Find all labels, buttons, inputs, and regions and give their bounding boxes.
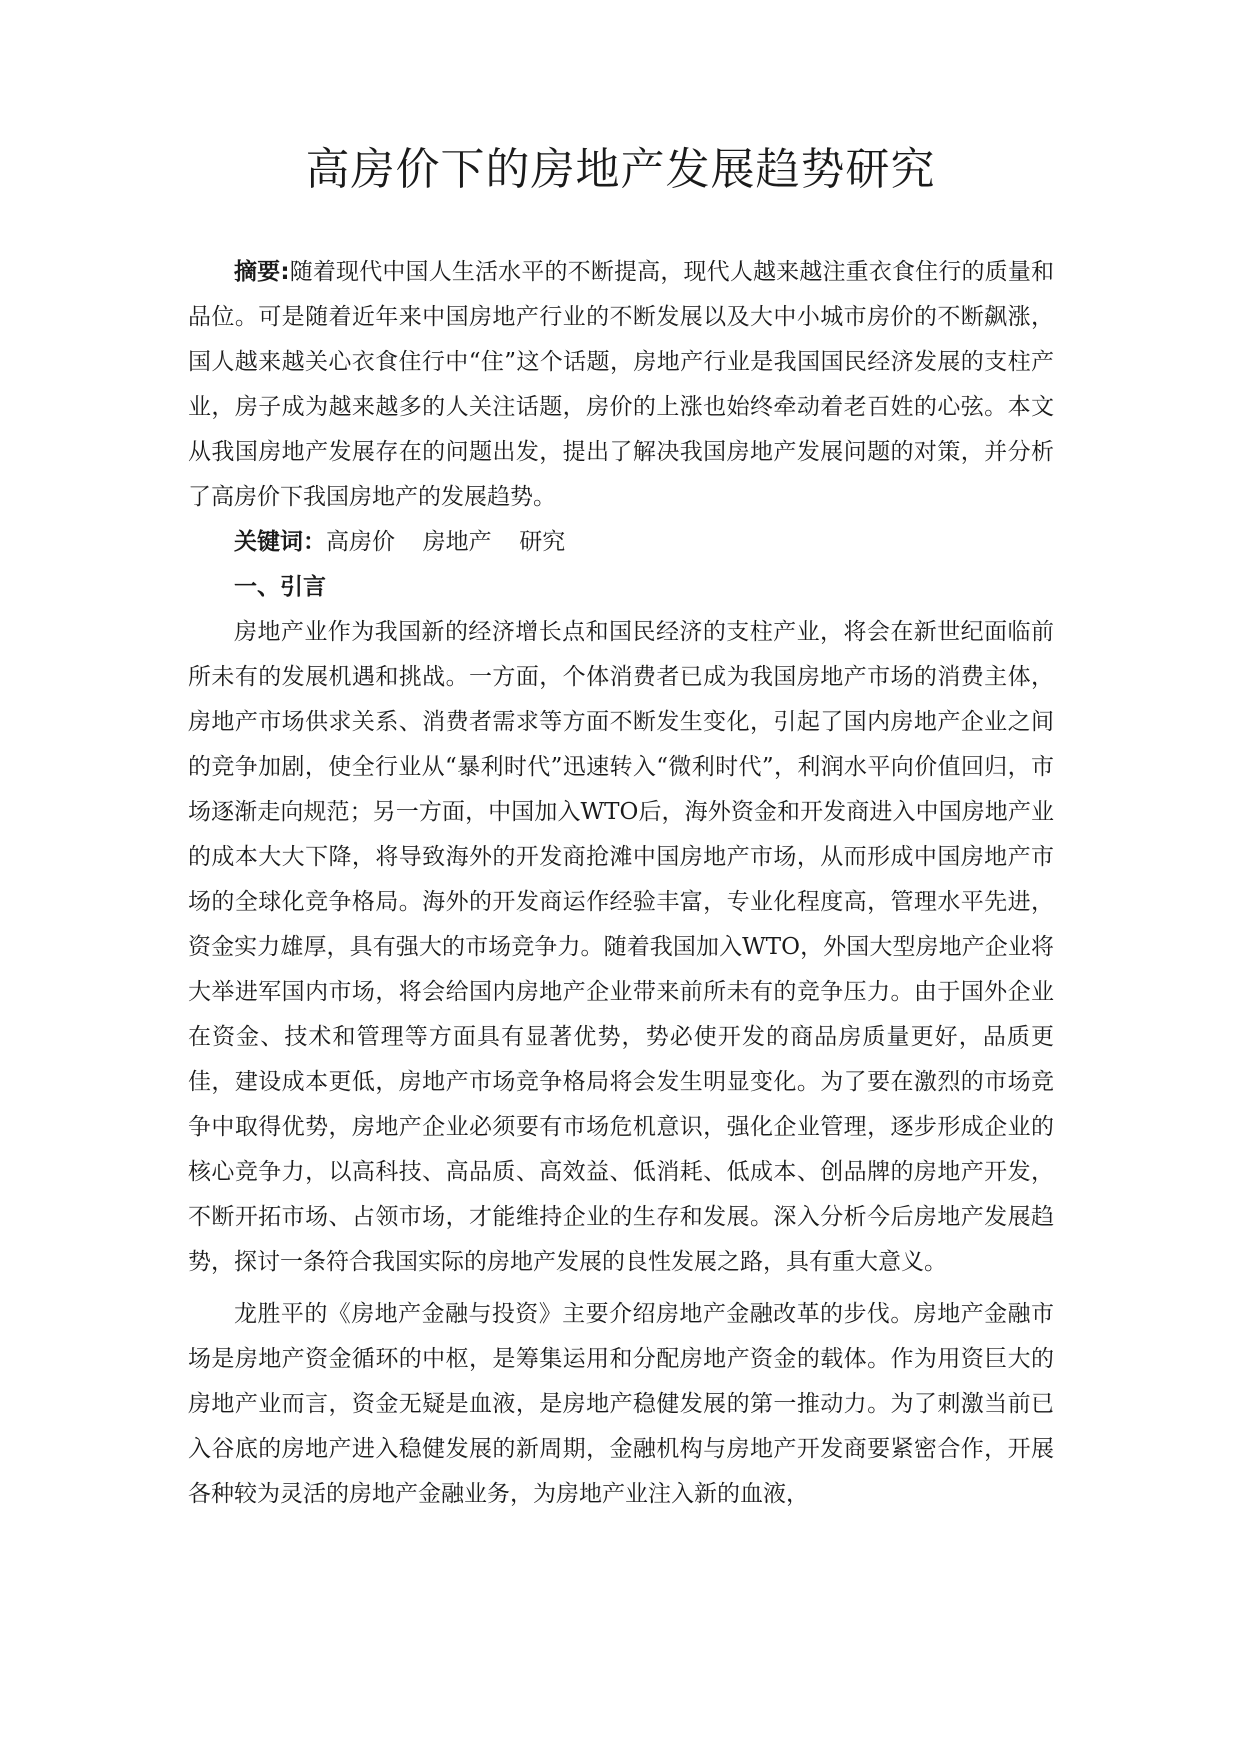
keyword: 高房价	[326, 529, 395, 555]
page-title: 高房价下的房地产发展趋势研究	[305, 144, 936, 195]
abstract-text: 随着现代中国人生活水平的不断提高，现代人越来越注重衣食住行的质量和品位。可是随着近年来中国房地产行业的不断发展以及大中小城市房价的不断飙涨，国人越来越关心衣食住行中“住”这个话题，房地产行业是我国国民经济发展的支柱产业，房子成为越来越多的人关注话题，房价的上涨也始终牵动着老百姓的心弦。本文从我国房地产发展存在的问题出发，提出了解决我国房地产发展问题的对策，并分析了高房价下我国房地产的发展趋势。	[188, 259, 1054, 510]
keyword: 房地产	[422, 529, 492, 555]
body-paragraph: 龙胜平的《房地产金融与投资》主要介绍房地产金融改革的步伐。房地产金融市场是房地产资金循环的中枢，是筹集运用和分配房地产资金的载体。作为用资巨大的房地产业而言，资金无疑是血液，是房地产稳健发展的第一推动力。为了刺激当前已入谷底的房地产进入稳健发展的新周期，金融机构与房地产开发商要紧密合作，开展各种较为灵活的房地产金融业务，为房地产业注入新的血液，	[188, 1301, 1054, 1507]
abstract-label: 摘要:	[234, 259, 290, 285]
body-paragraph: 房地产业作为我国新的经济增长点和国民经济的支柱产业，将会在新世纪面临前所未有的发展机遇和挑战。一方面，个体消费者已成为我国房地产市场的消费主体，房地产市场供求关系、消费者需求等方面不断发生变化，引起了国内房地产企业之间的竞争加剧，使全行业从“暴利时代”迅速转入“微利时代”，利润水平向价值回归，市场逐渐走向规范；另一方面，中国加入WTO后，海外资金和开发商进入中国房地产业的成本大大下降，将导致海外的开发商抢滩中国房地产市场，从而形成中国房地产市场的全球化竞争格局。海外的开发商运作经验丰富，专业化程度高，管理水平先进，资金实力雄厚，具有强大的市场竞争力。随着我国加入WTO，外国大型房地产企业将大举进军国内市场，将会给国内房地产企业带来前所未有的竞争压力。由于国外企业在资金、技术和管理等方面具有显著优势，势必使开发的商品房质量更好，品质更佳，建设成本更低，房地产市场竞争格局将会发生明显变化。为了要在激烈的市场竞争中取得优势，房地产企业必须要有市场危机意识，强化企业管理，逐步形成企业的核心竞争力，以高科技、高品质、高效益、低消耗、低成本、创品牌的房地产开发，不断开拓市场、占领市场，才能维持企业的生存和发展。深入分析今后房地产发展趋势，探讨一条符合我国实际的房地产发展的良性发展之路，具有重大意义。	[188, 619, 1054, 1275]
keywords-line	[188, 520, 1054, 565]
keyword: 研究	[519, 529, 566, 555]
section-heading: 一、引言	[234, 574, 326, 600]
abstract-paragraph	[188, 250, 1054, 520]
keywords-label: 关键词：	[234, 529, 326, 555]
document-body	[188, 250, 1054, 1517]
